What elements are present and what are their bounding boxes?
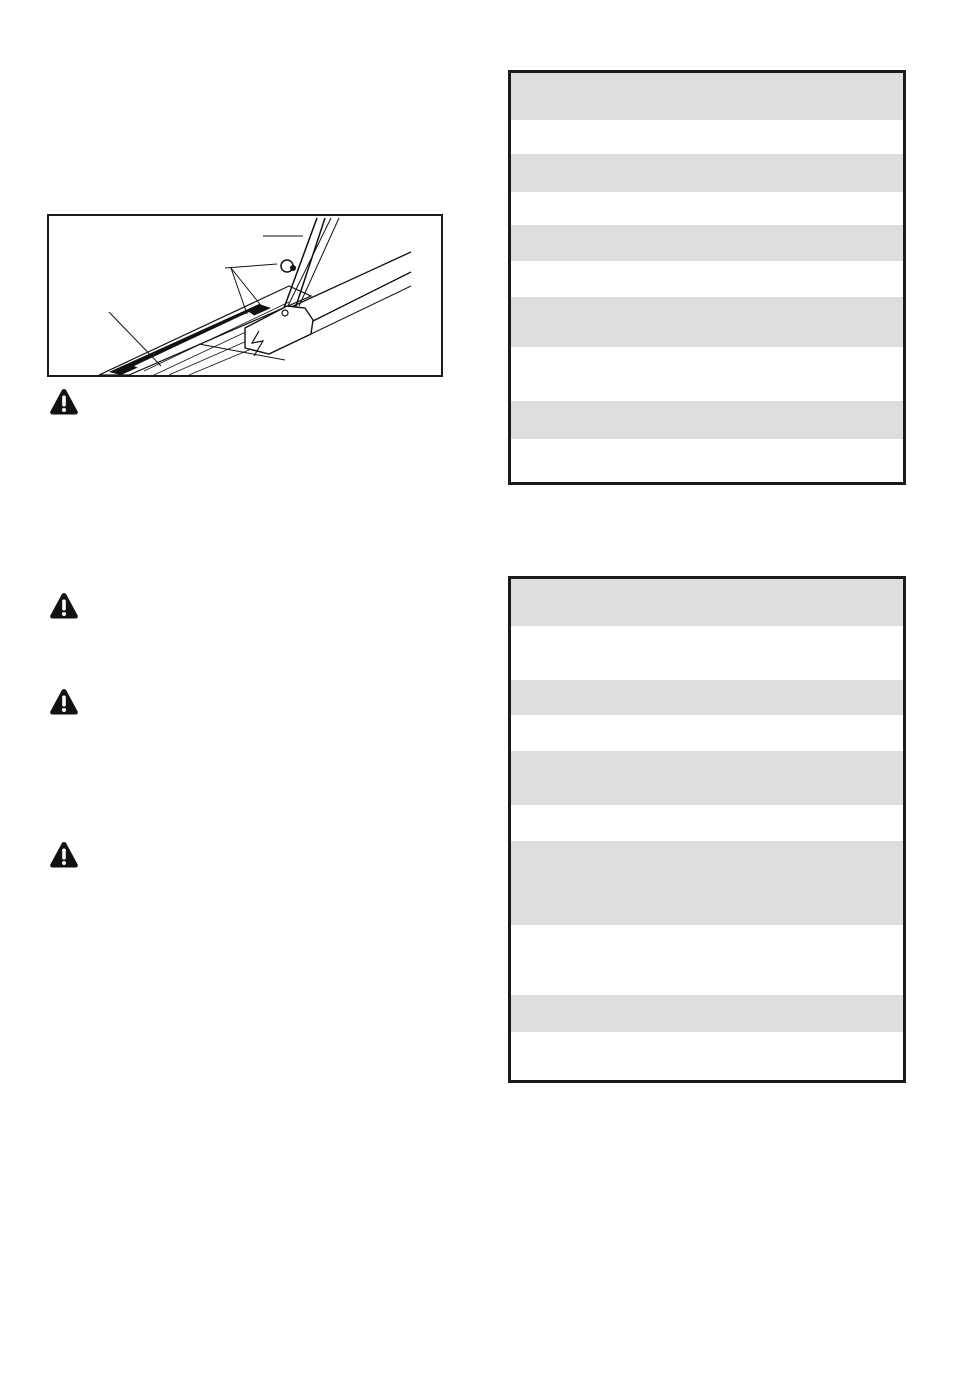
table-row <box>511 261 903 297</box>
table-row <box>511 579 903 626</box>
table-row <box>511 995 903 1032</box>
table-row <box>511 715 903 751</box>
table-row <box>511 401 903 439</box>
table-row <box>511 225 903 261</box>
table-row <box>511 347 903 401</box>
table-row <box>511 841 903 925</box>
table-row <box>511 120 903 154</box>
warning-triangle-icon <box>49 841 79 869</box>
table-row <box>511 439 903 482</box>
spec-table-1 <box>508 70 906 485</box>
table-row <box>511 925 903 995</box>
warning-triangle-icon <box>49 388 79 416</box>
machine-illustration-figure <box>47 214 443 377</box>
warning-triangle-icon <box>49 688 79 716</box>
table-row <box>511 680 903 715</box>
table-row <box>511 1032 903 1080</box>
table-row <box>511 297 903 347</box>
table-row <box>511 805 903 841</box>
machine-illustration <box>49 216 441 375</box>
table-row <box>511 751 903 805</box>
table-row <box>511 154 903 192</box>
spec-table-2 <box>508 576 906 1083</box>
table-row <box>511 626 903 680</box>
warning-triangle-icon <box>49 592 79 620</box>
table-row <box>511 73 903 120</box>
table-row <box>511 192 903 225</box>
